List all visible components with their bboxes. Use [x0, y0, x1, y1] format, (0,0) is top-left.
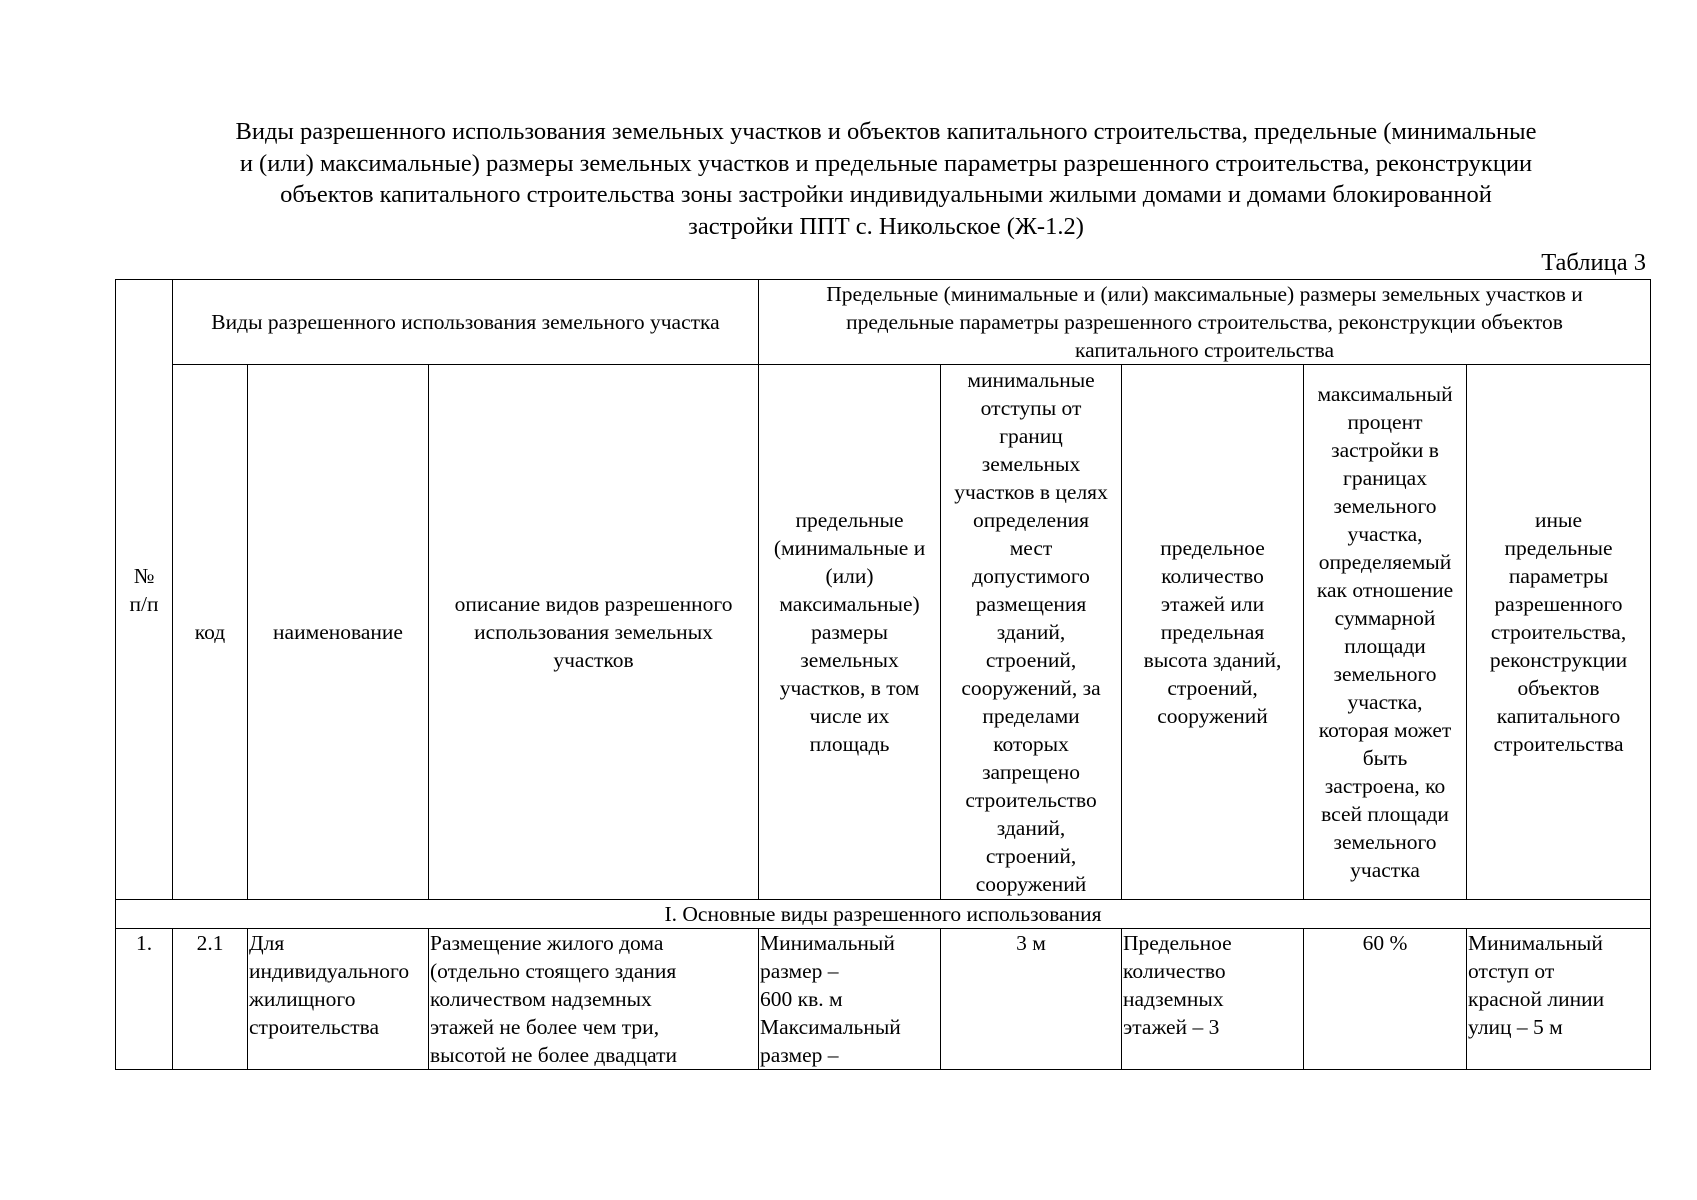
row-floors [1122, 929, 1304, 1070]
header-floors [1122, 365, 1304, 900]
text-line: строительства [1493, 732, 1624, 756]
text-line: предельные параметры разрешенного строительства, реконструкции объектов [846, 310, 1563, 334]
text-line: использования земельных [474, 620, 713, 644]
header-coverage [1304, 365, 1467, 900]
text-line: строительства, [1490, 620, 1627, 644]
text-line: размер – [760, 1043, 839, 1067]
text-line: застройки в [1331, 438, 1439, 462]
header-num [116, 280, 173, 900]
text-line: границ [999, 424, 1063, 448]
text-line: участка, [1347, 690, 1423, 714]
text-line: зданий, [996, 620, 1066, 644]
text-line: предельное [1160, 536, 1265, 560]
text-line: застроена, ко [1324, 774, 1446, 798]
text-line: Размещение жилого дома [430, 931, 664, 955]
text-line: пределами [982, 704, 1080, 728]
text-line: участка, [1347, 522, 1423, 546]
text-line: земельного [1333, 494, 1437, 518]
text-line: параметры [1508, 564, 1609, 588]
text-line: всей площади [1321, 802, 1449, 826]
text-line: допустимого [972, 564, 1090, 588]
text-line: сооружений [1157, 704, 1268, 728]
row-code: 2.1 [173, 929, 248, 1070]
text-line: 600 кв. м [760, 987, 843, 1011]
text-line: (или) [825, 564, 874, 588]
text-line: (минимальные и [773, 536, 926, 560]
header-other [1467, 365, 1651, 900]
text-line: разрешенного [1494, 592, 1623, 616]
header-setbacks [941, 365, 1122, 900]
row-other [1467, 929, 1651, 1070]
text-line: и (или) максимальные) размеры земельных участков и предельные параметры разрешенного строительства, реконструкции [239, 149, 1533, 177]
text-line: красной линии [1468, 987, 1605, 1011]
text-line: земельного [1333, 662, 1437, 686]
text-line: земельного [1333, 830, 1437, 854]
text-line: строений, [1167, 676, 1258, 700]
header-size [759, 365, 941, 900]
text-line: границах [1343, 466, 1427, 490]
text-line: жилищного [249, 987, 356, 1011]
text-line: этажей не более чем три, [430, 1015, 660, 1039]
row-num: 1. [116, 929, 173, 1070]
section-row [116, 900, 1651, 929]
text-line: этажей – 3 [1123, 1015, 1220, 1039]
text-line: Предельные (минимальные и (или) максимальные) размеры земельных участков и [826, 282, 1583, 306]
header-group-right [759, 280, 1651, 365]
text-line: участков в целях [954, 480, 1108, 504]
text-line: индивидуального [249, 959, 410, 983]
text-line: предельная [1160, 620, 1265, 644]
text-line: площади [1344, 634, 1426, 658]
row-description [429, 929, 759, 1070]
text-line: Виды разрешенного использования земельных участков и объектов капитального строительства, предельные (минимальные [235, 118, 1537, 145]
text-line: размер – [760, 959, 839, 983]
text-line: строений, [985, 648, 1077, 672]
row-size [759, 929, 941, 1070]
text-line: Минимальный [760, 931, 895, 955]
text-line: земельных [981, 452, 1081, 476]
header-description [429, 365, 759, 900]
text-line: предельные [1504, 536, 1613, 560]
text-line: участков [553, 648, 634, 672]
table-label: Таблица 3 [1541, 249, 1646, 276]
text-line: которая может [1318, 718, 1452, 742]
header-row-columns [116, 365, 1651, 900]
text-line: предельные [795, 508, 904, 532]
text-line: высотой не более двадцати [430, 1043, 678, 1067]
text-line: высота зданий, [1143, 648, 1282, 672]
zoning-table [115, 279, 1651, 1070]
text-line: Минимальный [1468, 931, 1603, 955]
text-line: размеры [811, 620, 888, 644]
text-line: Для [249, 931, 285, 955]
text-line: строений, [985, 844, 1077, 868]
text-line: иные [1535, 508, 1583, 532]
text-line: количество [1161, 564, 1264, 588]
text-line: земельных [800, 648, 899, 672]
text-line: участка [1350, 858, 1420, 882]
text-line: сооружений [975, 872, 1087, 896]
text-line: запрещено [982, 760, 1080, 784]
text-line: п/п [129, 591, 159, 616]
text-line: отступы от [980, 396, 1082, 420]
text-line: участков, в том [779, 676, 920, 700]
text-line: сооружений, за [961, 676, 1101, 700]
text-line: объектов [1517, 676, 1600, 700]
text-line: количество [1123, 959, 1226, 983]
header-code: код [173, 365, 248, 900]
text-line: максимальные) [779, 592, 920, 616]
text-line: процент [1347, 410, 1423, 434]
text-line: капитального [1496, 704, 1621, 728]
text-line: отступ от [1468, 959, 1555, 983]
text-line: зданий, [996, 816, 1066, 840]
text-line: улиц – 5 м [1468, 1015, 1563, 1039]
row-coverage: 60 % [1304, 929, 1467, 1070]
text-line: описание видов разрешенного [454, 592, 733, 616]
row-name [248, 929, 429, 1070]
text-line: (отдельно стоящего здания [430, 959, 677, 983]
text-line: реконструкции [1489, 648, 1628, 672]
header-name: наименование [248, 365, 429, 900]
text-line: определения [973, 508, 1089, 532]
row-setbacks: 3 м [941, 929, 1122, 1070]
text-line: размещения [975, 592, 1087, 616]
document-title [114, 116, 1658, 242]
text-line: суммарной [1334, 606, 1436, 630]
text-line: застройки ППТ с. Никольское (Ж-1.2) [688, 212, 1084, 240]
text-line: которых [993, 732, 1069, 756]
text-line: площадь [809, 732, 890, 756]
text-line: числе их [809, 704, 890, 728]
section-title: I. Основные виды разрешенного использования [116, 900, 1651, 929]
text-line: этажей или [1160, 592, 1265, 616]
text-line: надземных [1123, 987, 1224, 1011]
text-line: количеством надземных [430, 987, 652, 1011]
text-line: строительства [249, 1015, 380, 1039]
header-group-left: Виды разрешенного использования земельного участка [173, 280, 759, 365]
text-line: Предельное [1123, 931, 1232, 955]
text-line: Максимальный [760, 1015, 901, 1039]
text-line: капитального строительства [1075, 338, 1335, 362]
text-line: как отношение [1316, 578, 1454, 602]
text-line: № [133, 563, 155, 588]
text-line: строительство [965, 788, 1097, 812]
text-line: объектов капитального строительства зоны застройки индивидуальными жилыми домами и домами блокированной [280, 181, 1492, 208]
table-row [116, 929, 1651, 1070]
text-line: максимальный [1317, 382, 1453, 406]
header-row-group [116, 280, 1651, 365]
text-line: определяемый [1318, 550, 1452, 574]
text-line: быть [1362, 746, 1408, 770]
text-line: мест [1009, 536, 1053, 560]
text-line: минимальные [967, 368, 1095, 392]
